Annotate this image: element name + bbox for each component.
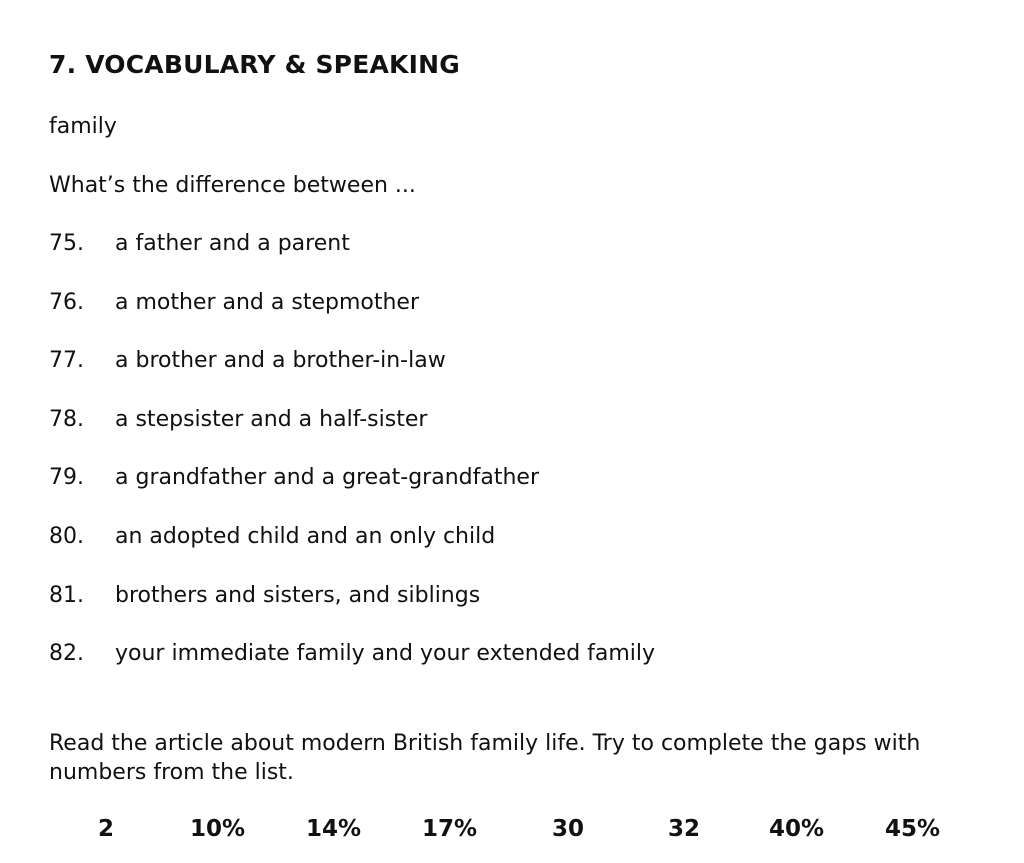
item-number: 82.	[49, 641, 84, 667]
item-text: a mother and a stepmother	[115, 289, 419, 315]
number-list	[49, 816, 979, 846]
item-text: a father and a parent	[115, 231, 350, 256]
item-number: 79.	[49, 465, 84, 491]
number-option: 45%	[885, 816, 941, 842]
item-text: a grandfather and a great-grandfather	[115, 465, 539, 491]
item-text: an adopted child and an only child	[115, 523, 496, 549]
item-text: a brother and a brother-in-law	[115, 348, 446, 374]
item-number: 77.	[49, 348, 84, 374]
item-text: your immediate family and your extended family	[115, 641, 656, 667]
number-option: 32	[668, 816, 701, 842]
number-option: 10%	[190, 816, 246, 842]
number-option: 2	[98, 816, 115, 842]
item-number: 81.	[49, 582, 84, 608]
item-number: 80.	[49, 523, 84, 549]
item-number: 76.	[49, 289, 84, 315]
number-option: 14%	[306, 816, 362, 842]
number-option: 40%	[769, 816, 825, 842]
reading-instruction: Read the article about modern British family life. Try to complete the gaps with numbers from the list.	[49, 731, 921, 785]
item-number: 75.	[49, 231, 84, 256]
item-text: a stepsister and a half-sister	[115, 406, 428, 432]
item-number: 78.	[49, 406, 84, 432]
number-option: 30	[552, 816, 585, 842]
question-prompt: What’s the difference between ...	[49, 173, 416, 198]
number-option: 17%	[422, 816, 478, 842]
item-text: brothers and sisters, and siblings	[115, 582, 481, 608]
section-heading: 7. VOCABULARY & SPEAKING	[49, 50, 460, 79]
topic-label: family	[49, 114, 117, 139]
